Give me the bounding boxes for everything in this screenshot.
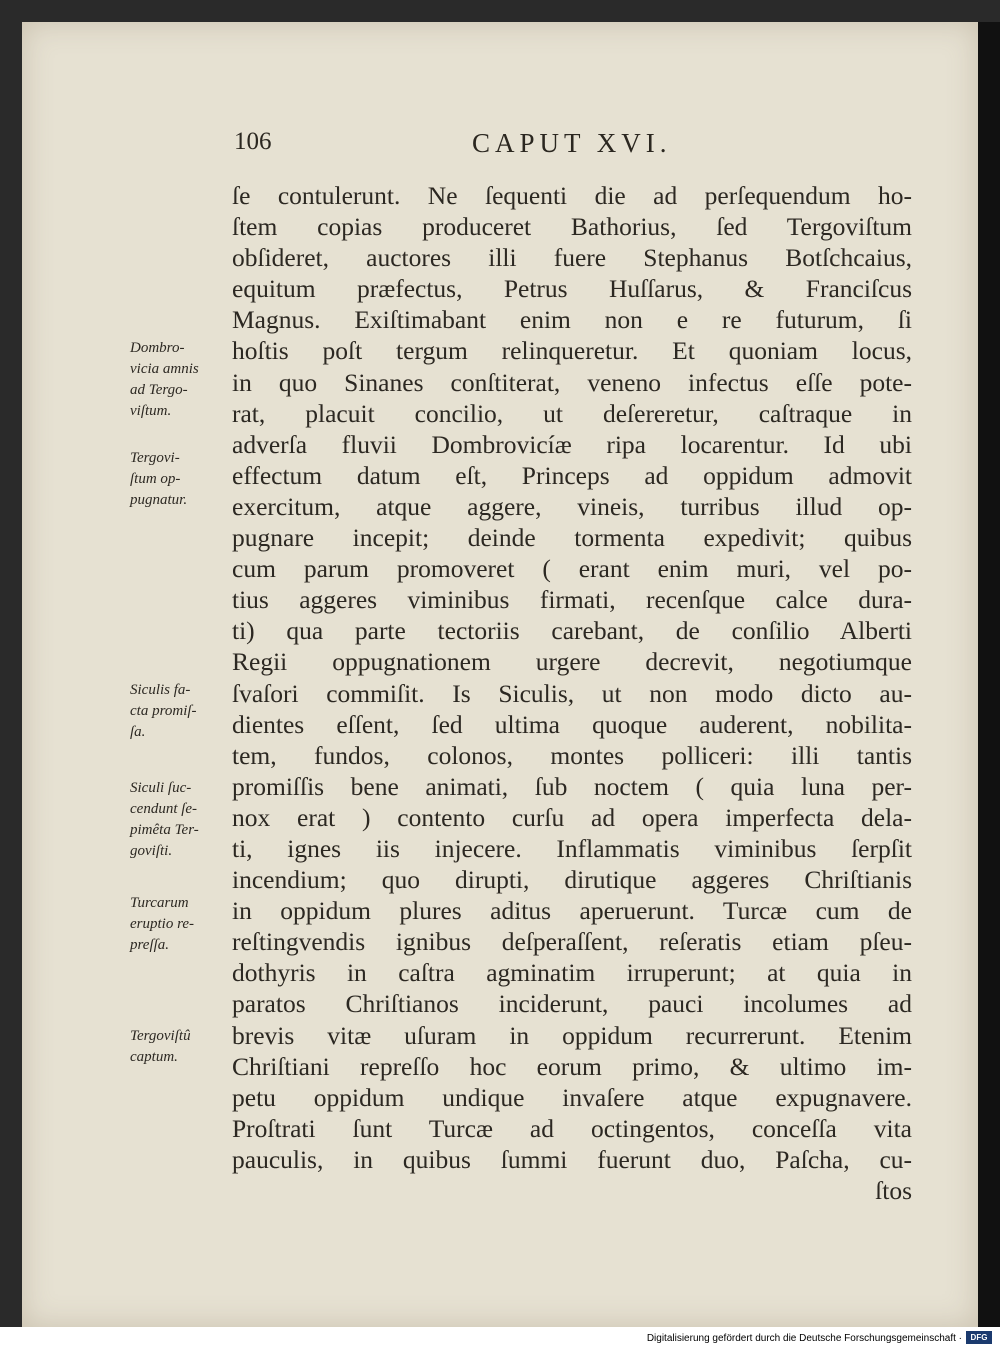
- text-line: Regii oppugnationem urgere decrevit, negotiumque: [232, 647, 912, 677]
- text-line: obſideret, auctores illi fuere Stephanus Botſchcaius,: [232, 243, 912, 273]
- running-head: CAPUT XVI.: [472, 128, 672, 158]
- text-line: tem, fundos, colonos, montes polliceri: illi tantis: [232, 740, 912, 770]
- page-gutter: [978, 22, 1000, 1327]
- text-line: ſtem copias produceret Bathorius, ſed Tergoviſtum: [232, 212, 912, 242]
- dfg-logo: DFG: [966, 1331, 992, 1344]
- margin-note-tergovistu-captum: [130, 1026, 234, 1068]
- margin-note-siculi-succendunt: [130, 778, 234, 862]
- text-line: in oppidum plures aditus aperuerunt. Turcæ cum de: [232, 896, 912, 926]
- text-line: ti) qua parte tectoriis carebant, de conſilio Alberti: [232, 616, 912, 646]
- text-line: ti, ignes iis injecere. Inflammatis viminibus ſerpſit: [232, 833, 912, 863]
- text-line: dientes eſſent, ſed ultima quoque auderent, nobilita-: [232, 709, 912, 739]
- text-line: Chriſtiani repreſſo hoc eorum primo, & ultimo im-: [232, 1051, 912, 1081]
- text-line: Proſtrati ſunt Turcæ ad octingentos, conceſſa vita: [232, 1113, 912, 1143]
- margin-note-line: goviſti.: [130, 843, 173, 859]
- text-line: pauculis, in quibus ſummi fuerunt duo, Paſcha, cu-: [232, 1144, 912, 1174]
- text-line: dothyris in caſtra agminatim irruperunt; at quia in: [232, 958, 912, 988]
- text-line: petu oppidum undique invaſere atque expugnavere.: [232, 1082, 912, 1112]
- text-line: incendium; quo dirupti, dirutique aggeres Chriſtianis: [232, 865, 912, 895]
- margin-note-line: ſtum op-: [130, 471, 181, 487]
- text-line: brevis vitæ uſuram in oppidum recurrerunt. Etenim: [232, 1020, 912, 1050]
- margin-note-line: Dombro-: [130, 340, 185, 356]
- margin-note-line: Tergoviſtû: [130, 1028, 191, 1044]
- main-text-block: [232, 180, 912, 1206]
- text-line: cum parum promoveret ( erant enim muri, vel po-: [232, 554, 912, 584]
- text-line: pugnare incepit; deinde tormenta expedivit; quibus: [232, 523, 912, 553]
- margin-note-line: Turcarum: [130, 895, 189, 911]
- margin-note-line: vicia amnis: [130, 361, 199, 377]
- margin-note-turcarum-eruptio: [130, 893, 234, 956]
- margin-note-line: pimêta Ter-: [130, 822, 199, 838]
- margin-note-line: preſſa.: [130, 937, 170, 953]
- text-line: rat, placuit concilio, ut deſereretur, caſtraque in: [232, 398, 912, 428]
- text-line: promiſſis bene animati, ſub noctem ( quia luna per-: [232, 771, 912, 801]
- page-header: [0, 128, 1000, 168]
- page-number: 106: [234, 128, 272, 155]
- text-line: hoſtis poſt tergum relinqueretur. Et quoniam locus,: [232, 336, 912, 366]
- margin-note-line: viſtum.: [130, 403, 172, 419]
- text-line: equitum præfectus, Petrus Huſſarus, & Franciſcus: [232, 274, 912, 304]
- text-line: in quo Sinanes conſtiterat, veneno infectus eſſe pote-: [232, 367, 912, 397]
- margin-note-dombrovicia: [130, 338, 234, 422]
- margin-note-line: cendunt ſe-: [130, 801, 198, 817]
- text-line: reſtingvendis ignibus deſperaſſent, reſeratis etiam pſeu-: [232, 927, 912, 957]
- text-line: effectum datum eſt, Princeps ad oppidum admovit: [232, 460, 912, 490]
- margin-note-line: cta promiſ-: [130, 703, 197, 719]
- text-line: Magnus. Exiſtimabant enim non e re futurum, ſi: [232, 305, 912, 335]
- margin-note-siculis-promissa: [130, 680, 234, 743]
- text-line: nox erat ) contento curſu ad opera imperfecta dela-: [232, 802, 912, 832]
- margin-note-line: pugnatur.: [130, 492, 188, 508]
- margin-note-line: Siculi ſuc-: [130, 780, 192, 796]
- text-line: ſe contulerunt. Ne ſequenti die ad perſequendum ho-: [232, 181, 912, 210]
- text-line: adverſa fluvii Dombrovicíæ ripa locarentur. Id ubi: [232, 429, 912, 459]
- margin-note-line: Siculis fa-: [130, 682, 191, 698]
- text-line: exercitum, atque aggere, vineis, turribus illud op-: [232, 491, 912, 521]
- margin-note-line: Tergovi-: [130, 450, 180, 466]
- funding-credit: Digitalisierung gefördert durch die Deutsche Forschungsgemeinschaft ·: [646, 1333, 962, 1344]
- margin-note-line: eruptio re-: [130, 916, 195, 932]
- catchword: ſtos: [875, 1176, 912, 1205]
- margin-note-tergovistum-oppugnatur: [130, 448, 234, 511]
- margin-note-line: ad Tergo-: [130, 382, 188, 398]
- margin-note-line: ſa.: [130, 724, 146, 740]
- margin-note-line: captum.: [130, 1049, 178, 1065]
- text-line: ſvaſori commiſit. Is Siculis, ut non modo dicto au-: [232, 678, 912, 708]
- text-line: paratos Chriſtianos inciderunt, pauci incolumes ad: [232, 989, 912, 1019]
- text-line: tius aggeres viminibus firmati, recenſque calce dura-: [232, 585, 912, 615]
